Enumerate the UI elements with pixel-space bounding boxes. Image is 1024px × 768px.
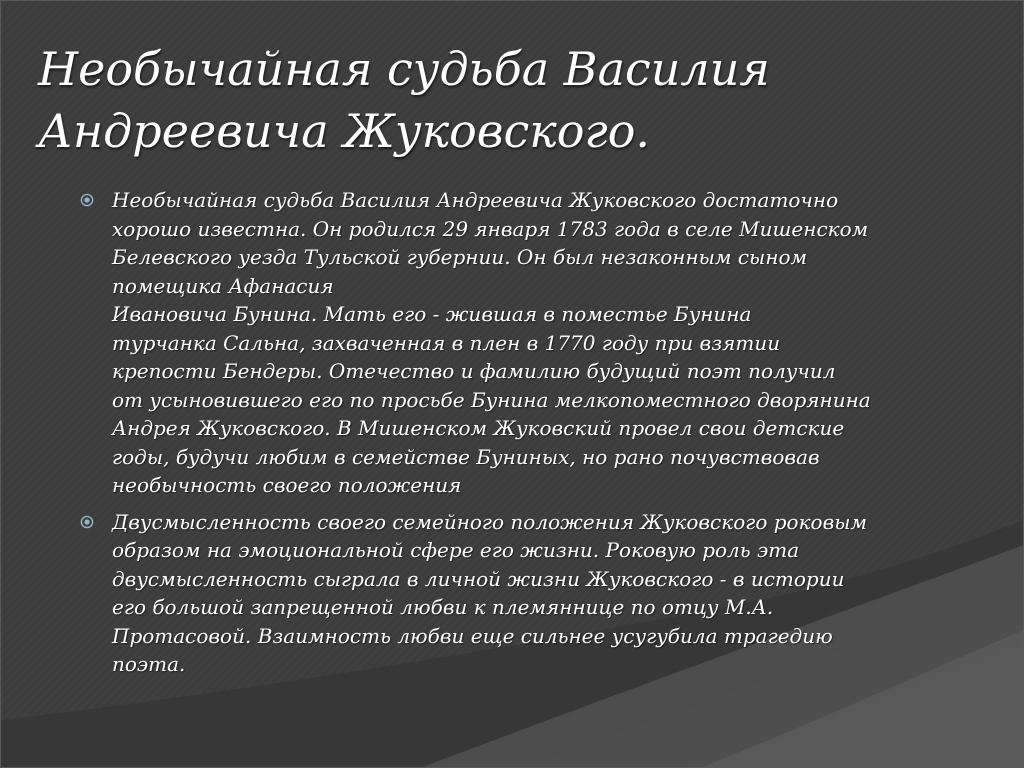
paragraph-line: крепости Бендеры. Отечество и фамилию будущий поэт получил (112, 359, 836, 383)
slide-title: Необычайная судьба Василия Андреевича Жуковского. (38, 42, 770, 158)
paragraph-line: помещика Афанасия (112, 273, 334, 298)
paragraph-line: необычность своего положения (112, 473, 462, 497)
paragraph-line: Ивановича Бунина. Мать его - жившая в поместье Бунина (112, 302, 752, 326)
paragraph-line: Андрея Жуковского. В Мишенском Жуковский провел свои детские (112, 416, 845, 440)
bullet-list (96, 186, 906, 687)
paragraph-line: годы, будучи любим в семействе Буниных, но рано почувствовав (112, 444, 820, 469)
paragraph-line: турчанка Сальна, захваченная в плен в 1770 году при взятии (112, 330, 781, 355)
circle-bullet-icon (80, 193, 94, 207)
paragraph-line: Необычайная судьба Василия Андреевича Жуковского достаточно (112, 188, 839, 212)
paragraph-line: его большой запрещенной любви к племяннице по отцу М.А. (112, 595, 774, 619)
paragraph-line: двусмысленность сыграла в личной жизни Жуковского - в истории (112, 566, 845, 591)
paragraph-line: Двусмысленность своего семейного положения Жуковского роковым (112, 509, 868, 534)
paragraph-line: Протасовой. Взаимность любви еще сильнее усугубила трагедию (112, 623, 833, 648)
paragraph-line: от усыновившего его по просьбе Бунина мелкопоместного дворянина (112, 387, 871, 412)
paragraph-line: хорошо известна. Он родился 29 января 1783 года в селе Мишенском (112, 216, 869, 241)
bullet-item-1 (96, 186, 906, 500)
bullet-item-2 (96, 508, 906, 679)
circle-bullet-icon (80, 515, 94, 529)
paragraph-line: Белевского уезда Тульской губернии. Он был незаконным сыном (112, 245, 808, 269)
paragraph-line: поэта. (112, 652, 186, 676)
paragraph-line: образом на эмоциональной сфере его жизни. Роковую роль эта (112, 538, 800, 562)
